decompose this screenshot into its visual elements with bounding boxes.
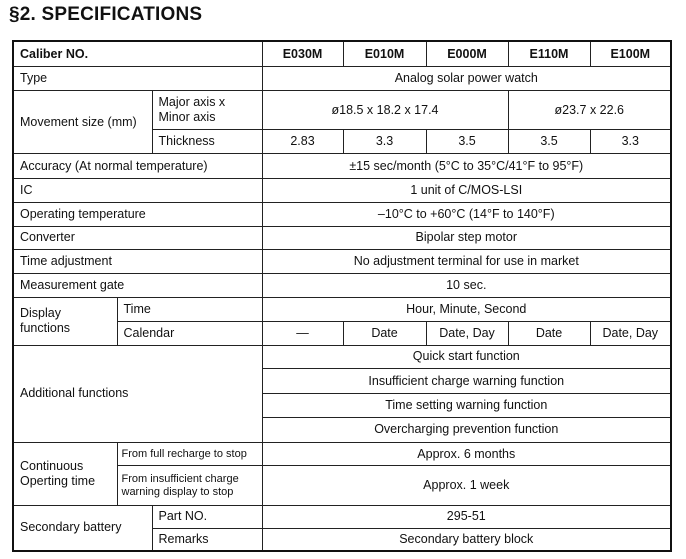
display-time-row xyxy=(13,297,671,321)
measurement-gate-label: Measurement gate xyxy=(13,274,262,298)
insufficient-charge-label: From insufficient charge warning display to stop xyxy=(117,466,262,505)
calendar-e030m: — xyxy=(262,321,343,345)
remarks-value: Secondary battery block xyxy=(262,528,671,551)
thickness-e000m: 3.5 xyxy=(426,130,508,154)
continuous-full-row xyxy=(13,442,671,466)
display-functions-label: Display functions xyxy=(13,297,117,345)
converter-value: Bipolar step motor xyxy=(262,226,671,250)
additional-row-1 xyxy=(13,345,671,369)
measurement-gate-row xyxy=(13,274,671,298)
axis-value-e030m-e000m: ø18.5 x 18.2 x 17.4 xyxy=(262,91,508,130)
specifications-table xyxy=(12,40,672,552)
ic-label: IC xyxy=(13,179,262,203)
remarks-label: Remarks xyxy=(152,528,262,551)
caliber-e110m: E110M xyxy=(508,41,590,67)
type-label: Type xyxy=(13,67,262,91)
part-no-value: 295-51 xyxy=(262,505,671,528)
caliber-label: Caliber NO. xyxy=(13,41,262,67)
movement-axis-row xyxy=(13,91,671,130)
ic-row xyxy=(13,179,671,203)
major-minor-axis-label: Major axis x Minor axis xyxy=(152,91,262,130)
thickness-e110m: 3.5 xyxy=(508,130,590,154)
calendar-e010m: Date xyxy=(343,321,426,345)
secondary-battery-label: Secondary battery xyxy=(13,505,152,551)
additional-function-item: Time setting warning function xyxy=(262,394,671,418)
converter-row xyxy=(13,226,671,250)
display-time-value: Hour, Minute, Second xyxy=(262,297,671,321)
operating-temperature-row xyxy=(13,202,671,226)
specifications-table-container xyxy=(12,40,670,552)
calendar-e100m: Date, Day xyxy=(590,321,671,345)
caliber-e010m: E010M xyxy=(343,41,426,67)
continuous-operating-time-label: Continuous Operting time xyxy=(13,442,117,505)
calendar-e000m: Date, Day xyxy=(426,321,508,345)
measurement-gate-value: 10 sec. xyxy=(262,274,671,298)
ic-value: 1 unit of C/MOS-LSI xyxy=(262,179,671,203)
thickness-e100m: 3.3 xyxy=(590,130,671,154)
time-adjustment-row xyxy=(13,250,671,274)
thickness-e010m: 3.3 xyxy=(343,130,426,154)
additional-function-item: Insufficient charge warning function xyxy=(262,369,671,394)
caliber-e100m: E100M xyxy=(590,41,671,67)
operating-temperature-value: –10°C to +60°C (14°F to 140°F) xyxy=(262,202,671,226)
type-row xyxy=(13,67,671,91)
axis-value-e110m-e100m: ø23.7 x 22.6 xyxy=(508,91,671,130)
thickness-e030m: 2.83 xyxy=(262,130,343,154)
movement-size-label: Movement size (mm) xyxy=(13,91,152,154)
operating-temperature-label: Operating temperature xyxy=(13,202,262,226)
type-value: Analog solar power watch xyxy=(262,67,671,91)
additional-function-item: Quick start function xyxy=(262,345,671,369)
caliber-e000m: E000M xyxy=(426,41,508,67)
page-title: §2. SPECIFICATIONS xyxy=(9,4,203,25)
full-recharge-value: Approx. 6 months xyxy=(262,442,671,466)
additional-function-item: Overcharging prevention function xyxy=(262,417,671,442)
converter-label: Converter xyxy=(13,226,262,250)
calendar-e110m: Date xyxy=(508,321,590,345)
display-calendar-label: Calendar xyxy=(117,321,262,345)
part-no-label: Part NO. xyxy=(152,505,262,528)
full-recharge-label: From full recharge to stop xyxy=(117,442,262,466)
time-adjustment-value: No adjustment terminal for use in market xyxy=(262,250,671,274)
caliber-header-row xyxy=(13,41,671,67)
thickness-label: Thickness xyxy=(152,130,262,154)
additional-functions-label: Additional functions xyxy=(13,345,262,442)
accuracy-row xyxy=(13,154,671,179)
accuracy-value: ±15 sec/month (5°C to 35°C/41°F to 95°F) xyxy=(262,154,671,179)
insufficient-charge-value: Approx. 1 week xyxy=(262,466,671,505)
accuracy-label: Accuracy (At normal temperature) xyxy=(13,154,262,179)
time-adjustment-label: Time adjustment xyxy=(13,250,262,274)
caliber-e030m: E030M xyxy=(262,41,343,67)
battery-part-row xyxy=(13,505,671,528)
display-time-label: Time xyxy=(117,297,262,321)
